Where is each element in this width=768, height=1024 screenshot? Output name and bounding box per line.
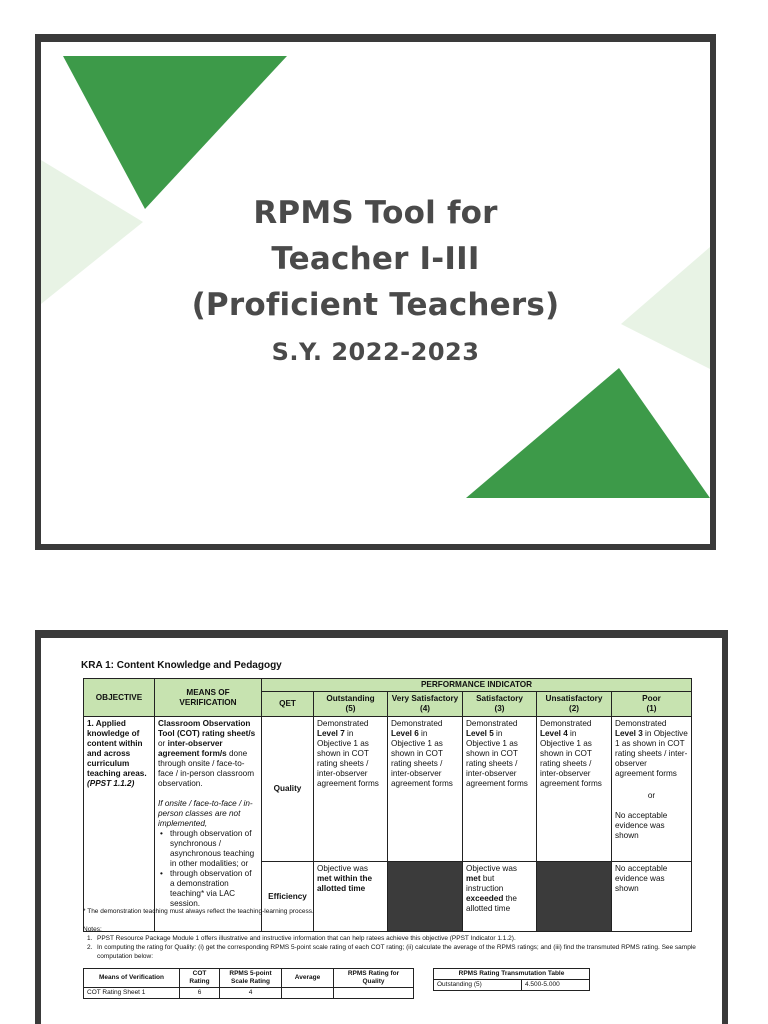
quality-label: Quality	[262, 717, 314, 862]
transmutation-title: RPMS Rating Transmutation Table	[434, 969, 590, 980]
notes-label: Notes:	[83, 926, 102, 933]
table-row: COT Rating Sheet 1 6 4	[84, 988, 414, 999]
comp-header-cot: COT Rating	[180, 969, 220, 988]
performance-indicator-table	[83, 678, 692, 932]
note-2: In computing the rating for Quality: (i) get the corresponding RPMS 5-point scale rating of each COT rating; (ii) calculate the average of the RPMS ratings; and (iii) find the transmuted RPMS rating. See sample computation below:	[97, 944, 696, 960]
efficiency-poor: No acceptable evidence was shown	[612, 862, 692, 932]
level-header-very-satisfactory: Very Satisfactory (4)	[388, 692, 463, 717]
quality-poor: Demonstrated Level 3 in Objective 1 as shown in COT rating sheets / inter-observer agreement forms or No acceptable evidence was shown	[612, 717, 692, 862]
bottom-right-dark-triangle	[466, 368, 710, 498]
level-header-unsatisfactory: Unsatisfactory (2)	[537, 692, 612, 717]
level-header-outstanding: Outstanding (5)	[314, 692, 388, 717]
computation-table	[83, 968, 414, 999]
transmutation-table	[433, 968, 590, 991]
means-of-verification-cell: Classroom Observation Tool (COT) rating sheet/s or inter-observer agreement form/s done through onsite / face-to-face / in-person classroom observation. If onsite / face-to-face / in-person classes are not implemented, • through observation of synchronous / asynchronous teaching in other modalities; or • through observation of a demonstration teaching* via LAC session.	[155, 717, 262, 932]
note-1: PPST Resource Package Module 1 offers illustrative and instructive information that can help ratees achieve this objective (PPST Indicator 1.1.2).	[97, 935, 516, 942]
qet-header: QET	[262, 692, 314, 717]
footnote: * The demonstration teaching must always reflect the teaching-learning process.	[83, 908, 314, 915]
objective-header: OBJECTIVE	[84, 679, 155, 717]
efficiency-unsatisfactory-blank	[537, 862, 612, 932]
quality-satisfactory: Demonstrated Level 5 in Objective 1 as shown in COT rating sheets / inter-observer agreement forms	[463, 717, 537, 862]
top-left-dark-triangle	[63, 56, 287, 209]
slide-title-line-1: RPMS Tool for	[253, 195, 498, 231]
comp-header-mov: Means of Verification	[84, 969, 180, 988]
kra-slide	[35, 630, 728, 1024]
means-bullet-2: • through observation of a demonstration teaching* via LAC session.	[158, 869, 258, 909]
slide-title-line-3: (Proficient Teachers)	[191, 287, 560, 323]
slide-subtitle: S.Y. 2022-2023	[271, 338, 480, 366]
performance-indicator-header: PERFORMANCE INDICATOR	[262, 679, 692, 692]
means-bullet-1: • through observation of synchronous / asynchronous teaching in other modalities; or	[158, 829, 258, 869]
means-header: MEANS OF VERIFICATION	[155, 679, 262, 717]
comp-header-rpms: RPMS 5-point Scale Rating	[220, 969, 282, 988]
quality-very-satisfactory: Demonstrated Level 6 in Objective 1 as shown in COT rating sheets / inter-observer agreement forms	[388, 717, 463, 862]
slide-title-line-2: Teacher I-III	[271, 241, 480, 277]
level-header-satisfactory: Satisfactory (3)	[463, 692, 537, 717]
title-slide	[35, 34, 716, 550]
comp-header-quality: RPMS Rating for Quality	[334, 969, 414, 988]
objective-cell: 1. Applied knowledge of content within and across curriculum teaching areas. (PPST 1.1.2)	[84, 717, 155, 932]
efficiency-label: Efficiency	[262, 862, 314, 932]
table-row: Outstanding (5) 4.500-5.000	[434, 980, 590, 991]
efficiency-satisfactory: Objective was met but instruction exceeded the allotted time	[463, 862, 537, 932]
quality-unsatisfactory: Demonstrated Level 4 in Objective 1 as shown in COT rating sheets / inter-observer agreement forms	[537, 717, 612, 862]
comp-header-average: Average	[282, 969, 334, 988]
notes: Notes: 1. PPST Resource Package Module 1 offers illustrative and instructive information that can help ratees achieve this objective (PPST Indicator 1.1.2). 2. In computing the rating for Quality: (i) get the corresponding RPMS 5-point scale rating of each COT rating; (ii) calculate the average of the RPMS ratings; and (iii) find the transmuted RPMS rating. See sample computation below:	[83, 925, 703, 961]
quality-outstanding: Demonstrated Level 7 in Objective 1 as shown in COT rating sheets / inter-observer agreement forms	[314, 717, 388, 862]
slide-title-block	[41, 190, 710, 372]
level-header-poor: Poor (1)	[612, 692, 692, 717]
kra-heading: KRA 1: Content Knowledge and Pedagogy	[81, 660, 282, 671]
efficiency-outstanding: Objective was met within the allotted time	[314, 862, 388, 932]
efficiency-very-satisfactory-blank	[388, 862, 463, 932]
